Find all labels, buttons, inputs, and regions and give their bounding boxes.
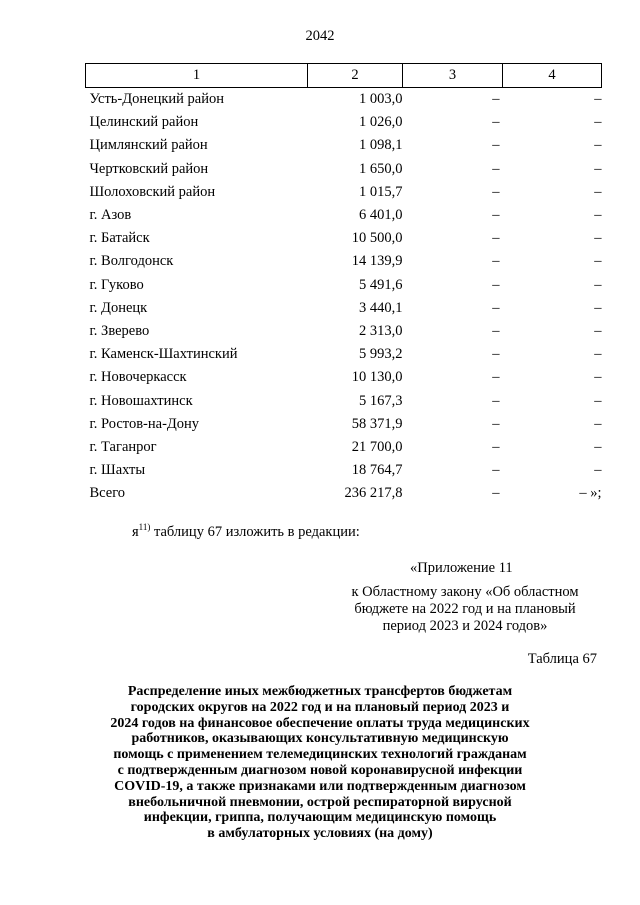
row-amount: 58 371,9 [351,415,403,432]
appendix-reference [330,560,600,635]
row-value-2023: – [492,439,500,456]
row-value-2023: – [492,91,500,107]
row-amount: 1 650,0 [359,160,403,177]
row-value-2024: – [594,137,602,154]
row-value-2024: – [594,369,602,386]
heading-line: внебольничной пневмонии, острой респираторной вирусной [128,794,512,810]
row-name: Цимлянский район [89,137,208,154]
row-value-2024: – [594,114,602,131]
table-heading [80,684,560,842]
table-row [86,459,602,482]
row-name: г. Новошахтинск [89,392,193,409]
row-name: Шолоховский район [89,183,216,200]
row-amount: 6 401,0 [359,207,403,224]
row-value-2024: – »; [579,485,602,502]
row-value-2023: – [492,369,500,386]
row-amount: 1 003,0 [359,91,403,107]
row-value-2024: – [594,183,602,200]
amendment-prefix: я [132,524,139,540]
row-amount: 14 139,9 [351,253,403,270]
amendment-body: таблицу 67 изложить в редакции: [150,524,360,540]
heading-line: Распределение иных межбюджетных трансфертов бюджетам [127,684,513,699]
heading-line: помощь с применением телемедицинских технологий гражданам [113,747,527,763]
heading-line: в амбулаторных условиях (на дому) [207,826,433,842]
row-amount: 2 313,0 [359,323,403,340]
heading-line: городских округов на 2022 год и на плановый период 2023 и [130,699,510,715]
row-name: г. Батайск [89,230,150,247]
amendment-superscript: 11) [138,522,151,532]
table-row [86,366,602,389]
budget-table [85,63,602,506]
row-name: г. Шахты [89,462,146,479]
row-name: Усть-Донецкий район [89,91,224,107]
heading-line: с подтвержденным диагнозом новой коронавирусной инфекции [117,762,523,778]
row-value-2023: – [492,276,500,293]
table-row [86,390,602,413]
row-name: г. Гуково [89,276,144,293]
row-value-2023: – [492,114,500,131]
row-amount: 1 026,0 [359,114,403,131]
row-name: г. Таганрог [89,439,157,456]
table-row [86,320,602,343]
row-value-2024: – [594,276,602,293]
row-name: Чертковский район [89,160,209,177]
table-row [86,274,602,297]
row-value-2024: – [594,346,602,363]
table-row [86,343,602,366]
row-amount: 10 500,0 [351,230,403,247]
row-value-2024: – [594,439,602,456]
table-row [86,88,602,112]
appendix-line: период 2023 и 2024 годов» [382,618,548,634]
row-amount: 5 993,2 [359,346,403,363]
heading-line: работников, оказывающих консультативную медицинскую [131,731,509,747]
table-row [86,181,602,204]
row-value-2023: – [492,462,500,479]
row-amount: 5 167,3 [359,392,403,409]
row-value-2024: – [594,323,602,340]
row-name: г. Зверево [89,323,150,340]
row-amount: 236 217,8 [344,485,403,502]
row-value-2023: – [492,415,500,432]
row-name: г. Волгодонск [89,253,174,270]
row-value-2023: – [492,230,500,247]
row-name: г. Донецк [89,299,148,316]
row-value-2024: – [594,91,602,107]
row-value-2023: – [492,183,500,200]
row-value-2024: – [594,415,602,432]
table-row [86,436,602,459]
table-row [86,250,602,273]
page-number: 2042 [305,28,335,44]
row-value-2023: – [492,299,500,316]
appendix-line: к Областному закону «Об областном [351,584,579,600]
appendix-line: бюджете на 2022 год и на плановый [354,601,576,617]
row-value-2023: – [492,137,500,154]
row-name: г. Каменск-Шахтинский [89,346,238,363]
row-value-2023: – [492,323,500,340]
table-row [86,134,602,157]
row-value-2023: – [492,207,500,224]
column-header: 1 [86,64,308,88]
appendix-title: «Приложение 11 [410,560,513,576]
row-value-2024: – [594,230,602,247]
row-value-2024: – [594,299,602,316]
row-value-2023: – [492,392,500,409]
column-header: 3 [403,64,503,88]
row-name: Целинский район [89,114,199,131]
row-name: г. Новочеркасск [89,369,187,386]
table-row [86,204,602,227]
heading-line: COVID-19, а также признаками или подтвержденным диагнозом [114,778,526,794]
row-name: Всего [89,485,126,502]
row-amount: 3 440,1 [359,299,403,316]
row-name: г. Азов [89,207,132,224]
row-amount: 10 130,0 [351,369,403,386]
row-value-2024: – [594,462,602,479]
table-row [86,158,602,181]
row-value-2024: – [594,160,602,177]
table-label: Таблица 67 [527,651,597,667]
row-amount: 18 764,7 [351,462,403,479]
column-header: 2 [308,64,403,88]
row-value-2023: – [492,485,500,502]
row-amount: 5 491,6 [359,276,403,293]
row-value-2024: – [594,392,602,409]
row-amount: 21 700,0 [351,439,403,456]
heading-line: инфекции, гриппа, получающим медицинскую помощь [143,810,497,826]
table-row [86,227,602,250]
row-name: г. Ростов-на-Дону [89,415,200,432]
row-value-2024: – [594,207,602,224]
row-value-2023: – [492,253,500,270]
table-row [86,413,602,436]
table-row [86,482,602,505]
column-header: 4 [503,64,602,88]
row-value-2024: – [594,253,602,270]
table-row [86,111,602,134]
row-amount: 1 015,7 [359,183,403,200]
table-body [86,88,602,506]
table-row [86,297,602,320]
row-value-2023: – [492,160,500,177]
row-amount: 1 098,1 [359,137,403,154]
heading-line: 2024 годов на финансовое обеспечение оплаты труда медицинских [110,715,530,731]
table-header-row [86,64,602,88]
row-value-2023: – [492,346,500,363]
amendment-text [132,522,360,541]
